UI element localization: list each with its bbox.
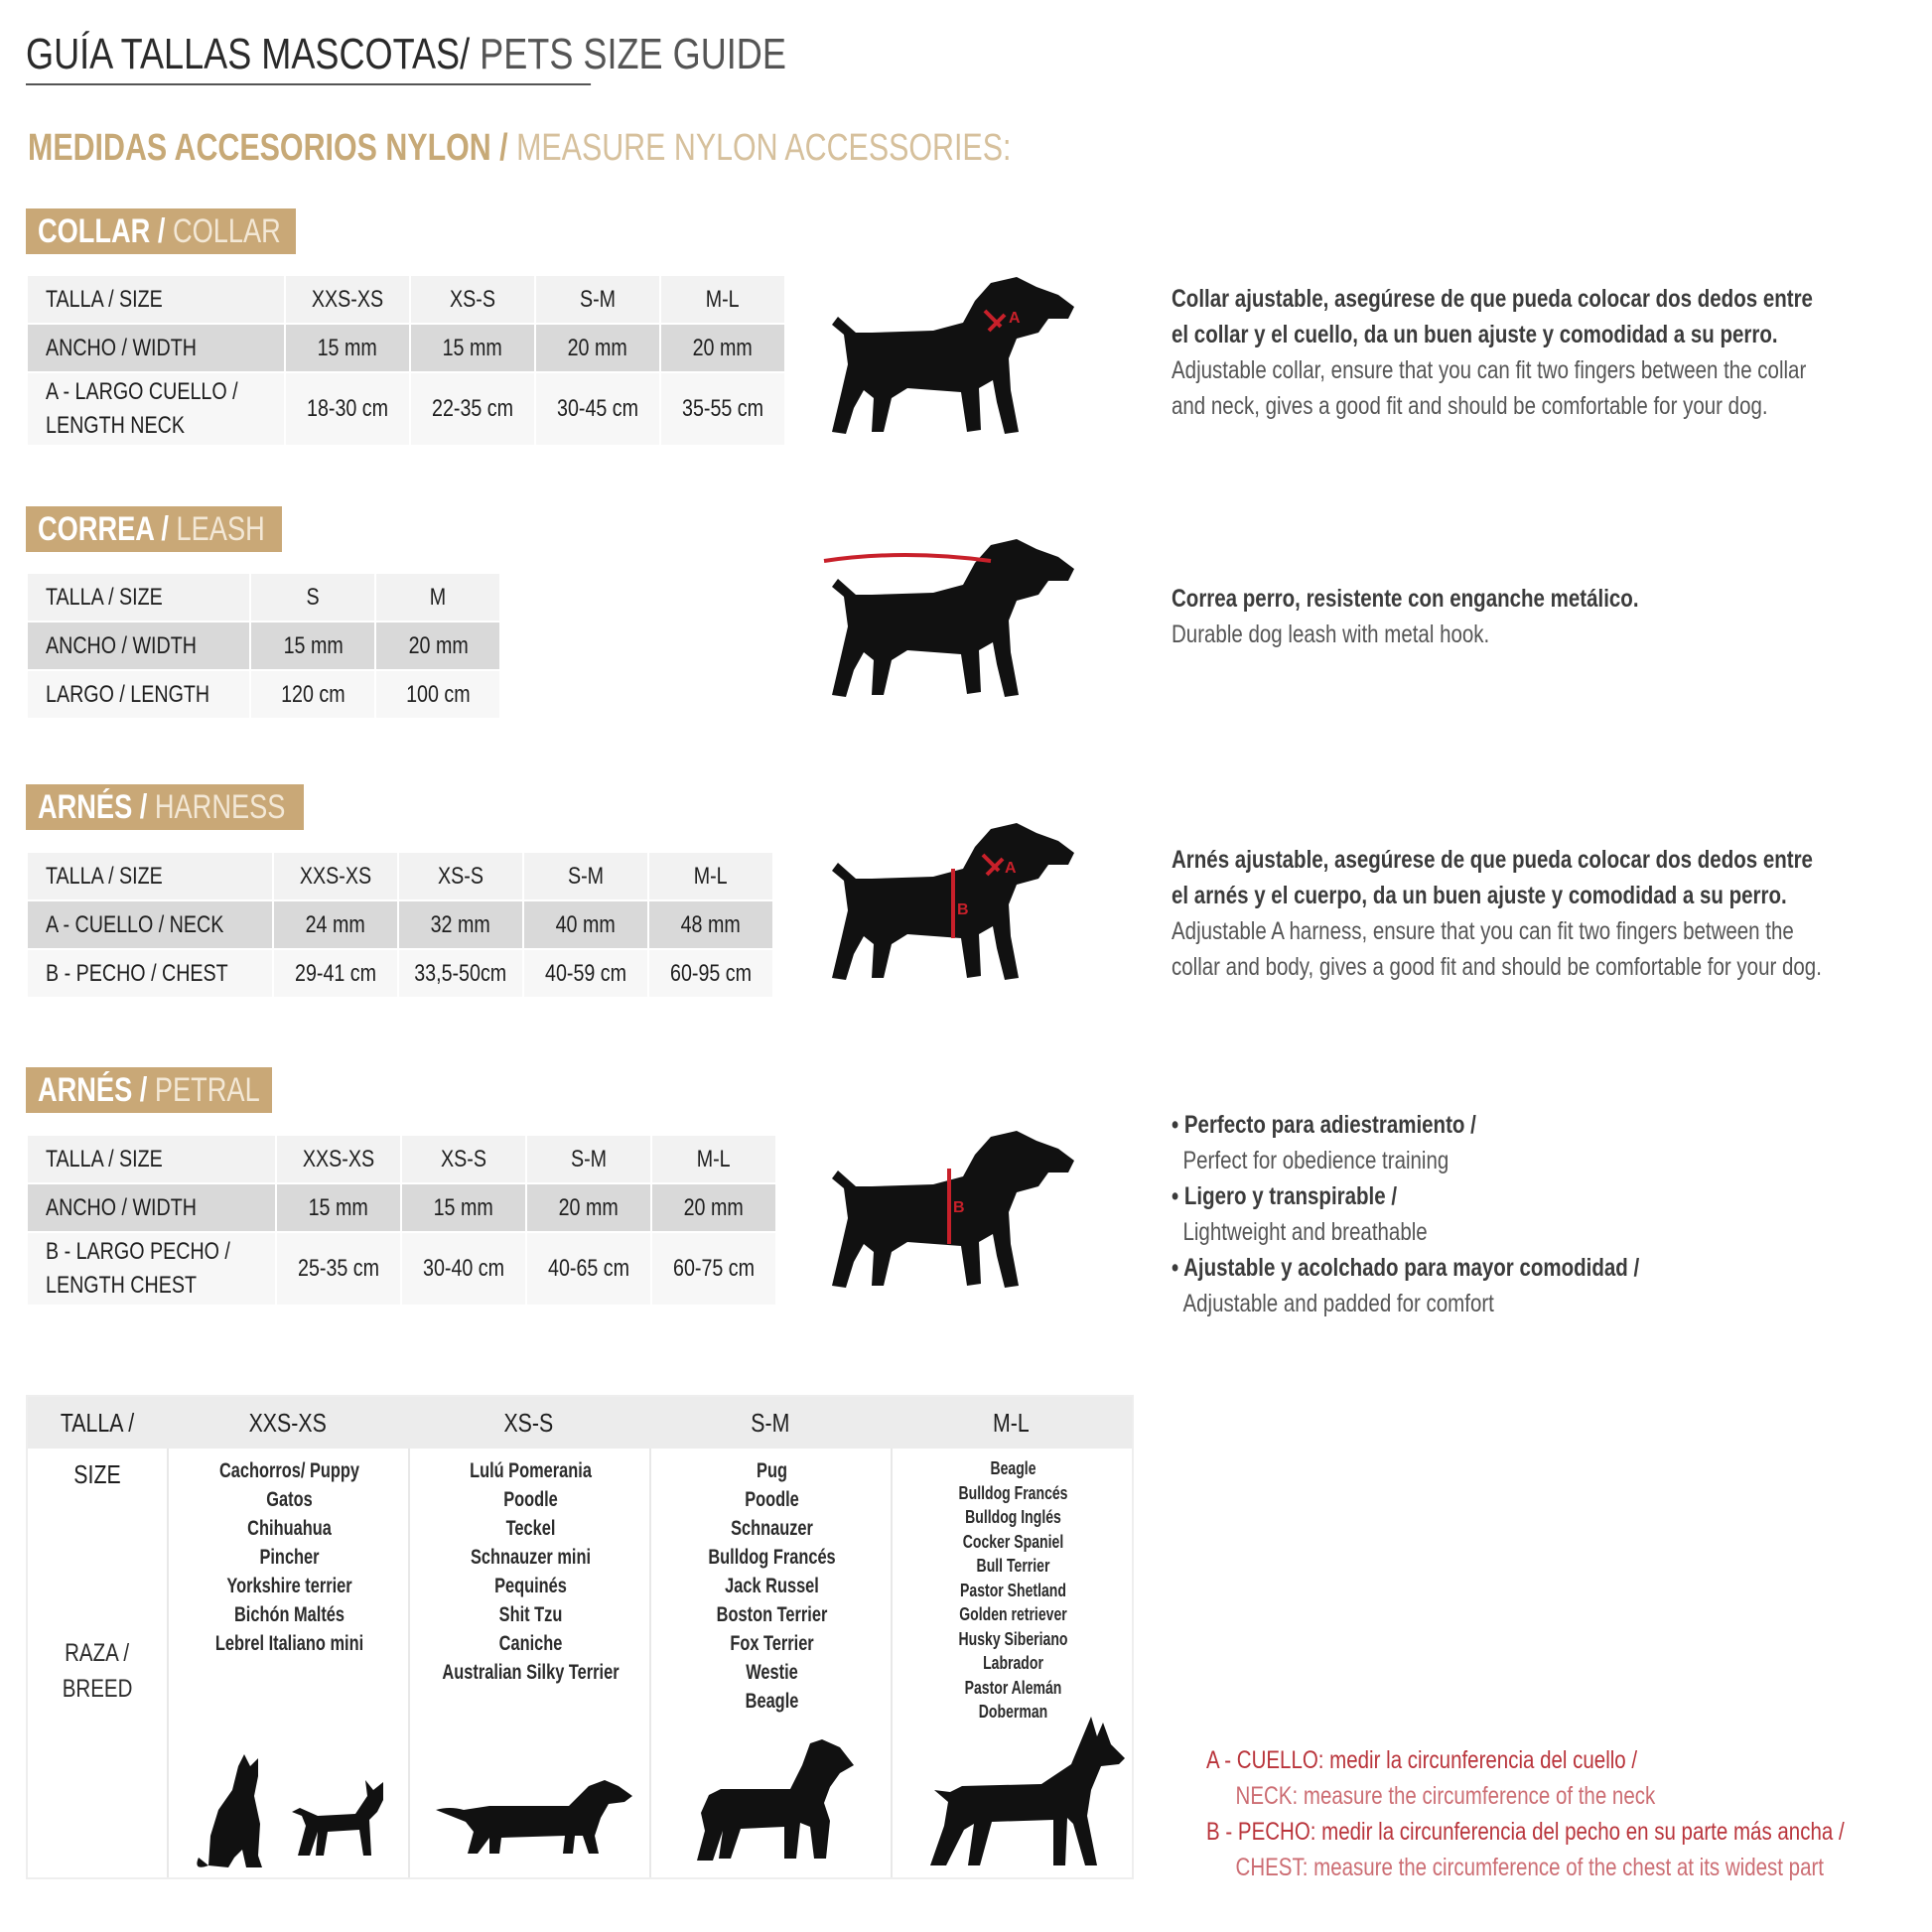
harness-marker-b: B	[957, 901, 969, 918]
petral-section-label	[26, 1067, 272, 1113]
table-row	[27, 573, 500, 621]
leash-section-label	[26, 506, 282, 552]
table-cell: 60-75 cm	[651, 1232, 776, 1306]
breed-list	[893, 1449, 1134, 1725]
table-cell: TALLA / SIZE	[27, 1135, 276, 1183]
table-cell: 15 mm	[250, 621, 375, 670]
list-item: Bulldog Francés	[708, 1546, 836, 1569]
table-cell: B - PECHO / CHEST	[27, 949, 273, 998]
petral-marker-b: B	[953, 1199, 965, 1216]
leash-size-table	[26, 572, 501, 720]
table-cell: S-M	[526, 1135, 651, 1183]
table-cell: 15 mm	[285, 324, 410, 372]
table-cell: 30-45 cm	[535, 372, 660, 446]
breed-size-table	[26, 1395, 1134, 1879]
breed-column-xs-s	[408, 1449, 651, 1877]
table-row	[27, 852, 773, 900]
table-cell: M-L	[660, 275, 785, 324]
table-header-cell: M-L	[891, 1397, 1132, 1449]
page-title-en: PETS SIZE GUIDE	[470, 30, 786, 78]
table-cell: 120 cm	[250, 670, 375, 719]
table-cell: 40-59 cm	[523, 949, 648, 998]
table-cell: 48 mm	[648, 900, 773, 949]
schnauzer-illustration	[691, 1731, 860, 1870]
table-row	[27, 1183, 776, 1232]
table-cell: 18-30 cm	[285, 372, 410, 446]
table-cell: 22-35 cm	[410, 372, 535, 446]
table-cell: 20 mm	[660, 324, 785, 372]
table-cell: 30-40 cm	[401, 1232, 526, 1306]
dog-petral-illustration	[814, 1127, 1092, 1306]
table-cell: 20 mm	[535, 324, 660, 372]
list-item: Australian Silky Terrier	[442, 1661, 620, 1684]
table-row	[27, 949, 773, 998]
list-item: Cocker Spaniel	[962, 1531, 1064, 1552]
collar-size-table	[26, 274, 786, 447]
bullet-es: • Ajustable y acolchado para mayor comodidad /	[1172, 1254, 1640, 1282]
table-cell: B - LARGO PECHO / LENGTH CHEST	[27, 1232, 276, 1306]
table-row	[27, 621, 500, 670]
legend-b-en: CHEST: measure the circumference of the chest at its widest part	[1235, 1854, 1824, 1881]
collar-description: Collar ajustable, asegúrese de que pueda colocar dos dedos entre el collar y el cuello, da un buen ajuste y comodidad a su perro. Adjustable collar, ensure that you can fit two fingers between the collar and neck, gives a good fit and should be comfortable for your dog.	[1172, 285, 1813, 420]
table-cell: A - LARGO CUELLO / LENGTH NECK	[27, 372, 285, 446]
breed-list	[651, 1449, 893, 1716]
table-cell: 100 cm	[375, 670, 500, 719]
list-item: Schnauzer mini	[470, 1546, 592, 1569]
list-item: Bulldog Francés	[958, 1482, 1068, 1503]
table-cell: S-M	[523, 852, 648, 900]
bullet-es: • Perfecto para adiestramiento /	[1172, 1111, 1476, 1139]
table-cell: M-L	[651, 1135, 776, 1183]
bullet-es: • Ligero y transpirable /	[1172, 1182, 1398, 1210]
collar-label-es: COLLAR /	[38, 212, 173, 250]
list-item: Beagle	[745, 1690, 799, 1713]
table-cell: S-M	[535, 275, 660, 324]
table-cell: M-L	[648, 852, 773, 900]
section-subtitle	[28, 127, 1011, 170]
breed-column-s-m	[649, 1449, 893, 1877]
harness-label-en: HARNESS	[154, 788, 286, 826]
page-title	[26, 30, 786, 85]
list-item: Pastor Shetland	[960, 1580, 1066, 1600]
list-item: Cachorros/ Puppy	[218, 1459, 360, 1482]
dog-collar-illustration	[814, 273, 1092, 452]
table-cell: 20 mm	[375, 621, 500, 670]
list-item: Pastor Alemán	[964, 1677, 1062, 1698]
table-row	[27, 1135, 776, 1183]
breed-column-m-l	[891, 1449, 1134, 1877]
measurement-legend	[1206, 1742, 1932, 1885]
table-cell: TALLA / SIZE	[27, 275, 285, 324]
table-cell: ANCHO / WIDTH	[27, 324, 285, 372]
list-item: Bull Terrier	[976, 1556, 1050, 1576]
leash-label-es: CORREA /	[38, 510, 177, 548]
list-item: Doberman	[978, 1702, 1048, 1722]
table-row	[27, 372, 785, 446]
table-cell: 20 mm	[651, 1183, 776, 1232]
table-cell: XS-S	[401, 1135, 526, 1183]
list-item: Poodle	[503, 1488, 558, 1511]
table-cell: 40 mm	[523, 900, 648, 949]
table-cell: 32 mm	[398, 900, 523, 949]
list-item: Labrador	[983, 1653, 1043, 1673]
table-row	[27, 900, 773, 949]
list-item: Chihuahua	[247, 1517, 332, 1540]
harness-description: Arnés ajustable, asegúrese de que pueda colocar dos dedos entre el arnés y el cuerpo, da un buen ajuste y comodidad a su perro. Adjustable A harness, ensure that you can fit two fingers between the collar and body, gives a good fit and should be comfortable for your dog.	[1172, 846, 1822, 981]
table-cell: XXS-XS	[273, 852, 398, 900]
harness-size-table	[26, 851, 774, 999]
table-cell: XXS-XS	[276, 1135, 401, 1183]
table-cell: A - CUELLO / NECK	[27, 900, 273, 949]
table-cell: 40-65 cm	[526, 1232, 651, 1306]
table-row	[27, 1232, 776, 1306]
table-header-cell: S-M	[649, 1397, 891, 1449]
list-item: Husky Siberiano	[958, 1628, 1068, 1649]
cat-and-chihuahua-illustration	[189, 1746, 397, 1875]
list-item: Jack Russel	[725, 1575, 819, 1597]
leash-label-en: LEASH	[176, 510, 265, 548]
table-cell: 60-95 cm	[648, 949, 773, 998]
table-cell: 15 mm	[276, 1183, 401, 1232]
list-item: Golden retriever	[959, 1604, 1067, 1624]
list-item: Shit Tzu	[498, 1603, 563, 1626]
petral-bullets	[1172, 1107, 1807, 1321]
table-cell: S	[250, 573, 375, 621]
list-item: Pincher	[259, 1546, 320, 1569]
page-title-es: GUÍA TALLAS MASCOTAS/	[26, 30, 471, 78]
breed-list	[410, 1449, 651, 1687]
leash-description: Correa perro, resistente con enganche metálico. Durable dog leash with metal hook.	[1172, 585, 1639, 648]
list-item: Pug	[757, 1459, 787, 1482]
legend-a-en: NECK: measure the circumference of the neck	[1235, 1782, 1656, 1810]
collar-label-en: COLLAR	[172, 212, 281, 250]
dog-harness-illustration	[814, 819, 1092, 998]
list-item: Lebrel Italiano mini	[214, 1632, 364, 1655]
petral-label-en: PETRAL	[154, 1071, 260, 1109]
subtitle-en: MEASURE NYLON ACCESSORIES:	[516, 127, 1012, 169]
table-cell: XXS-XS	[285, 275, 410, 324]
harness-label-es: ARNÉS /	[38, 788, 155, 826]
doberman-illustration	[922, 1707, 1131, 1875]
petral-label-es: ARNÉS /	[38, 1071, 155, 1109]
bullet-en: Adjustable and padded for comfort	[1182, 1290, 1494, 1317]
table-cell: ANCHO / WIDTH	[27, 621, 250, 670]
table-cell: 35-55 cm	[660, 372, 785, 446]
breed-column-xxs-xs	[167, 1449, 410, 1877]
list-item: Lulú Pomerania	[470, 1459, 592, 1482]
list-item: Yorkshire terrier	[226, 1575, 352, 1597]
legend-b-es: B - PECHO: medir la circunferencia del pecho en su parte más ancha /	[1206, 1818, 1845, 1846]
table-header-cell: XXS-XS	[167, 1397, 408, 1449]
table-cell: 20 mm	[526, 1183, 651, 1232]
bullet-en: Perfect for obedience training	[1182, 1147, 1449, 1174]
collar-marker-a: A	[1009, 310, 1021, 327]
leash-line	[824, 555, 991, 561]
list-item: Pequinés	[494, 1575, 567, 1597]
dog-leash-illustration	[814, 531, 1092, 715]
table-cell: TALLA / SIZE	[27, 573, 250, 621]
table-header-cell: XS-S	[408, 1397, 649, 1449]
list-item: Teckel	[505, 1517, 556, 1540]
table-row	[27, 324, 785, 372]
table-cell: TALLA / SIZE	[27, 852, 273, 900]
table-cell: 33,5-50cm	[398, 949, 523, 998]
dachshund-illustration	[430, 1766, 638, 1865]
table-cell: 15 mm	[410, 324, 535, 372]
list-item: Caniche	[498, 1632, 563, 1655]
list-item: Fox Terrier	[730, 1632, 814, 1655]
list-item: Bichón Maltés	[233, 1603, 345, 1626]
list-item: Beagle	[990, 1458, 1036, 1478]
list-item: Schnauzer	[731, 1517, 813, 1540]
harness-marker-a: A	[1005, 860, 1017, 877]
table-cell: XS-S	[410, 275, 535, 324]
breed-row-label: RAZA / BREED	[62, 1639, 133, 1703]
list-item: Westie	[746, 1661, 798, 1684]
table-row	[27, 670, 500, 719]
subtitle-es: MEDIDAS ACCESORIOS NYLON /	[28, 127, 517, 169]
list-item: Boston Terrier	[716, 1603, 828, 1626]
list-item: Gatos	[266, 1488, 313, 1511]
table-cell: XS-S	[398, 852, 523, 900]
petral-size-table	[26, 1134, 777, 1307]
table-header-cell: TALLA / SIZE	[28, 1397, 167, 1449]
breed-list	[169, 1449, 410, 1658]
list-item: Poodle	[745, 1488, 799, 1511]
list-item: Bulldog Inglés	[965, 1507, 1061, 1527]
table-cell: 25-35 cm	[276, 1232, 401, 1306]
table-cell: 24 mm	[273, 900, 398, 949]
table-cell: ANCHO / WIDTH	[27, 1183, 276, 1232]
bullet-en: Lightweight and breathable	[1182, 1218, 1428, 1246]
collar-section-label	[26, 208, 296, 254]
legend-a-es: A - CUELLO: medir la circunferencia del cuello /	[1206, 1746, 1638, 1774]
table-cell: LARGO / LENGTH	[27, 670, 250, 719]
table-cell: 15 mm	[401, 1183, 526, 1232]
table-row	[27, 275, 785, 324]
harness-section-label	[26, 784, 304, 830]
table-cell: 29-41 cm	[273, 949, 398, 998]
table-cell: M	[375, 573, 500, 621]
